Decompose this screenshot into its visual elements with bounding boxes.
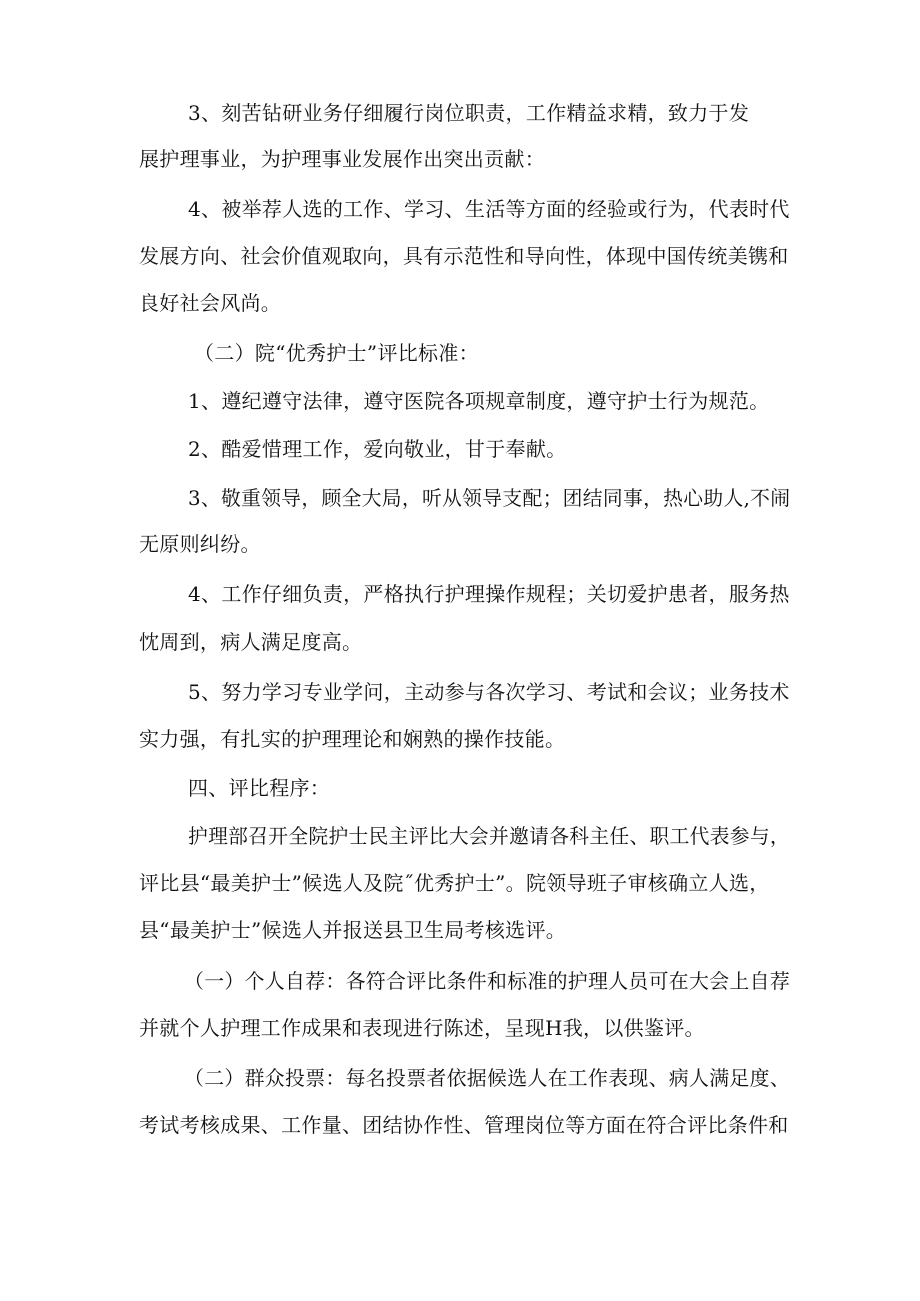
text-line-1: 3、刻苦钻研业务仔细履行岗位职责，工作精益求精，致力于发 xyxy=(188,101,750,125)
text-line-17: 评比县“最美护士”候选人及院˝优秀护士”。院领导班子审核确立人选， xyxy=(139,871,770,895)
text-line-10: 无原则纠纷。 xyxy=(139,532,261,556)
text-line-18: 县“最美护士”候选人并报送县卫生局考核选评。 xyxy=(139,918,567,942)
text-line-9: 3、敬重领导，顾全大局，听从领导支配；团结同事，热心助人,不闹 xyxy=(188,486,791,510)
text-line-12: 忱周到，病人满足度高。 xyxy=(139,630,363,654)
text-line-5: 良好社会风尚。 xyxy=(139,291,282,315)
text-line-13: 5、努力学习专业学问，主动参与各次学习、考试和会议；业务技术 xyxy=(188,680,790,704)
text-line-16: 护理部召开全院护士民主评比大会并邀请各科主任、职工代表参与， xyxy=(188,824,790,848)
text-line-20: 并就个人护理工作成果和表现进行陈述，呈现H我，以供鉴评。 xyxy=(139,1016,705,1040)
text-line-14: 实力强，有扎实的护理理论和娴熟的操作技能。 xyxy=(139,727,566,751)
text-line-21: （二）群众投票：每名投票者依据候选人在工作表现、病人满足度、 xyxy=(184,1066,791,1090)
text-line-4: 发展方向、社会价值观取向，具有示范性和导向性，体现中国传统美镌和 xyxy=(139,244,789,268)
text-line-22: 考试考核成果、工作量、团结协作性、管理岗位等方面在符合评比条件和 xyxy=(139,1113,789,1137)
text-line-19: （一）个人自荐：各符合评比条件和标准的护理人员可在大会上自荐 xyxy=(184,969,791,993)
section-heading-nurse-criteria: （二）院“优秀护士”评比标准： xyxy=(194,341,479,365)
section-heading-procedure: 四、评比程序： xyxy=(188,776,331,800)
text-line-7: 1、遵纪遵守法律，遵守医院各项规章制度，遵守护士行为规范。 xyxy=(188,389,770,413)
text-line-11: 4、工作仔细负责，严格执行护理操作规程；关切爱护患者，服务热 xyxy=(188,582,790,606)
text-line-8: 2、酷爱惜理工作，爱向敬业，甘于奉献。 xyxy=(188,437,567,461)
text-line-2: 展护理事业，为护理事业发展作出突出贡献： xyxy=(139,147,545,171)
text-line-3: 4、被举荐人选的工作、学习、生活等方面的经验或行为，代表时代 xyxy=(188,197,790,221)
